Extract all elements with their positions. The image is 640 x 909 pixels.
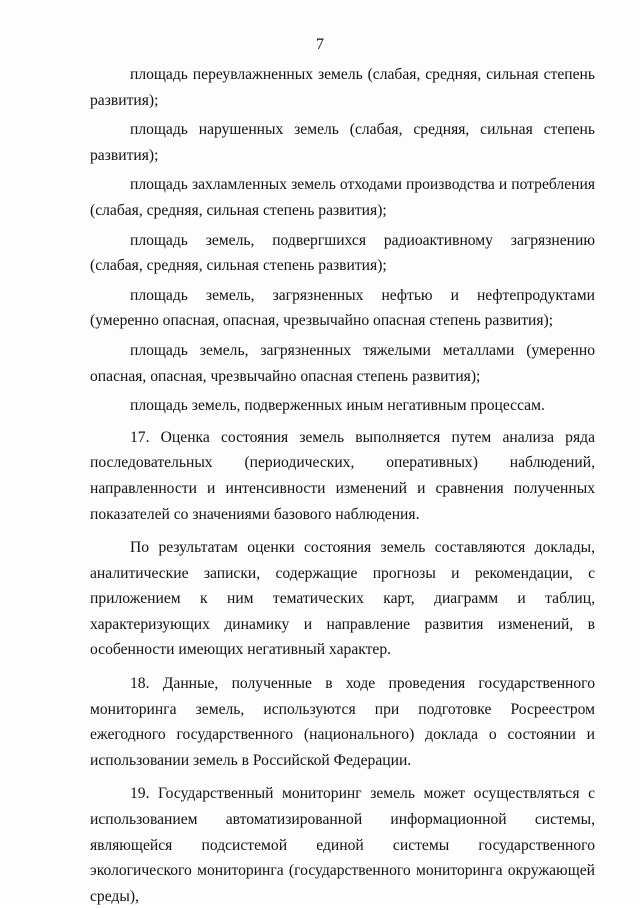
list-item-waterlogged-lands: площадь переувлажненных земель (слабая, средняя, сильная степень развития);: [90, 66, 595, 109]
list-item-other-negative-processes: площадь земель, подверженных иным негативным процессам.: [130, 397, 545, 415]
paragraph-18: 18. Данные, полученные в ходе проведения государственного мониторинга земель, используются при подготовке Росреестром ежегодного государственного (национального) доклада о состоянии и использовании земель в Российской Федерации.: [90, 675, 595, 769]
list-item-disturbed-lands: площадь нарушенных земель (слабая, средняя, сильная степень развития);: [90, 121, 595, 164]
list-item-heavy-metals-lands: площадь земель, загрязненных тяжелыми металлами (умеренно опасная, опасная, чрезвычайно опасная степень развития);: [90, 341, 595, 385]
paragraph-19: 19. Государственный мониторинг земель может осуществляться с использованием автоматизированной информационной системы, являющейся подсистемой единой системы государственного экологического мониторинга (государственного мониторинга окружающей среды),: [90, 785, 595, 905]
page-number: 7: [316, 36, 324, 53]
document-body: [90, 62, 595, 909]
paragraph-17-results: По результатам оценки состояния земель составляются доклады, аналитические записки, содержащие прогнозы и рекомендации, с приложением к ним тематических карт, диаграмм и таблиц, характеризующих динамику и направление развития изменений, в особенности имеющих негативный характер.: [90, 539, 595, 659]
list-item-oil-polluted-lands: площадь земель, загрязненных нефтью и нефтепродуктами (умеренно опасная, опасная, чрезвычайно опасная степень развития);: [90, 286, 595, 330]
paragraph-17: 17. Оценка состояния земель выполняется путем анализа ряда последовательных (периодических, оперативных) наблюдений, направленности и интенсивности изменений и сравнения полученных показателей со значениями базового наблюдения.: [90, 428, 595, 523]
list-item-radioactive-lands: площадь земель, подвергшихся радиоактивному загрязнению (слабая, средняя, сильная степень развития);: [90, 231, 595, 275]
list-item-littered-lands: площадь захламленных земель отходами производства и потребления (слабая, средняя, сильная степень развития);: [90, 176, 595, 219]
